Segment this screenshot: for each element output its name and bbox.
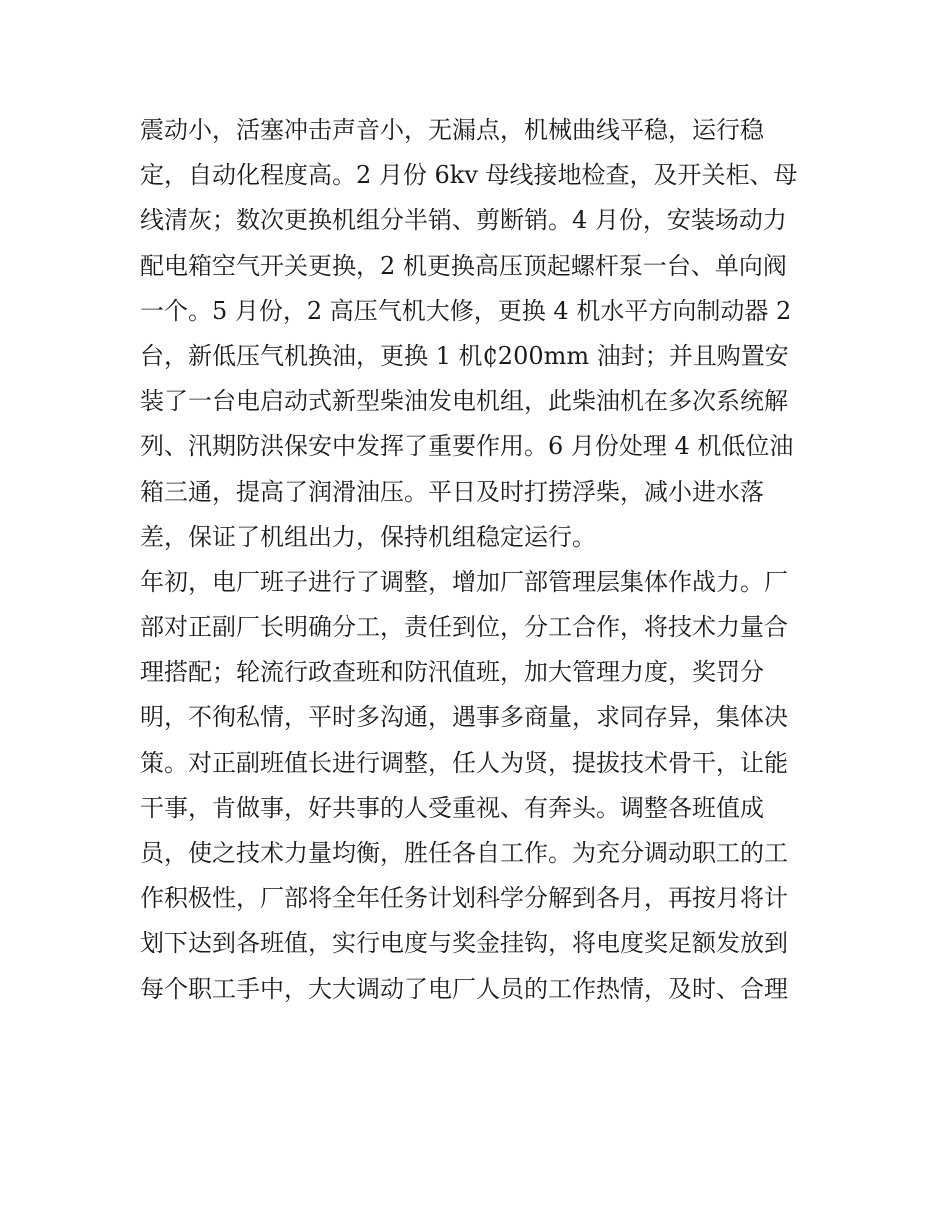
text-line: 理搭配；轮流行政查班和防汛值班，加大管理力度，奖罚分 bbox=[140, 658, 764, 687]
text-line: 年初，电厂班子进行了调整，增加厂部管理层集体作战力。厂 bbox=[140, 567, 788, 596]
text-line: 员，使之技术力量均衡，胜任各自工作。为充分调动职工的工 bbox=[140, 839, 788, 867]
text-line: 策。对正副班值长进行调整，任人为贤，提拔技术骨干，让能 bbox=[140, 748, 788, 777]
text-line: 差，保证了机组出力，保持机组稳定运行。 bbox=[140, 522, 596, 551]
paragraph-equipment-maintenance bbox=[140, 108, 820, 560]
text-line: 划下达到各班值，实行电度与奖金挂钩，将电度奖足额发放到 bbox=[140, 929, 788, 958]
text-line: 每个职工手中，大大调动了电厂人员的工作热情，及时、合理 bbox=[140, 974, 788, 1003]
text-line: 部对正副厂长明确分工，责任到位，分工合作，将技术力量合 bbox=[140, 613, 788, 642]
text-line: 震动小，活塞冲击声音小，无漏点，机械曲线平稳，运行稳 bbox=[140, 116, 764, 144]
paragraph-management-adjustment bbox=[140, 560, 820, 1012]
text-line: 作积极性，厂部将全年任务计划科学分解到各月，再按月将计 bbox=[140, 884, 788, 913]
text-line: 一个。5 月份，2 高压气机大修，更换 4 机水平方向制动器 2 bbox=[140, 296, 792, 325]
text-line: 箱三通，提高了润滑油压。平日及时打捞浮柴，减小进水落 bbox=[140, 477, 764, 506]
text-line: 装了一台电启动式新型柴油发电机组，此柴油机在多次系统解 bbox=[140, 387, 788, 416]
text-line: 线清灰；数次更换机组分半销、剪断销。4 月份，安装场动力 bbox=[140, 206, 787, 235]
text-line: 定，自动化程度高。2 月份 6kv 母线接地检查，及开关柜、母 bbox=[140, 161, 798, 190]
document-body bbox=[140, 108, 820, 1012]
text-line: 列、汛期防洪保安中发挥了重要作用。6 月份处理 4 机低位油 bbox=[140, 432, 794, 461]
text-line: 明，不徇私情，平时多沟通，遇事多商量，求同存异，集体决 bbox=[140, 703, 788, 732]
text-line: 干事，肯做事，好共事的人受重视、有奔头。调整各班值成 bbox=[140, 793, 764, 822]
text-line: 台，新低压气机换油，更换 1 机₵200mm 油封；并且购置安 bbox=[140, 341, 789, 370]
text-line: 配电箱空气开关更换，2 机更换高压顶起螺杆泵一台、单向阀 bbox=[140, 251, 787, 280]
